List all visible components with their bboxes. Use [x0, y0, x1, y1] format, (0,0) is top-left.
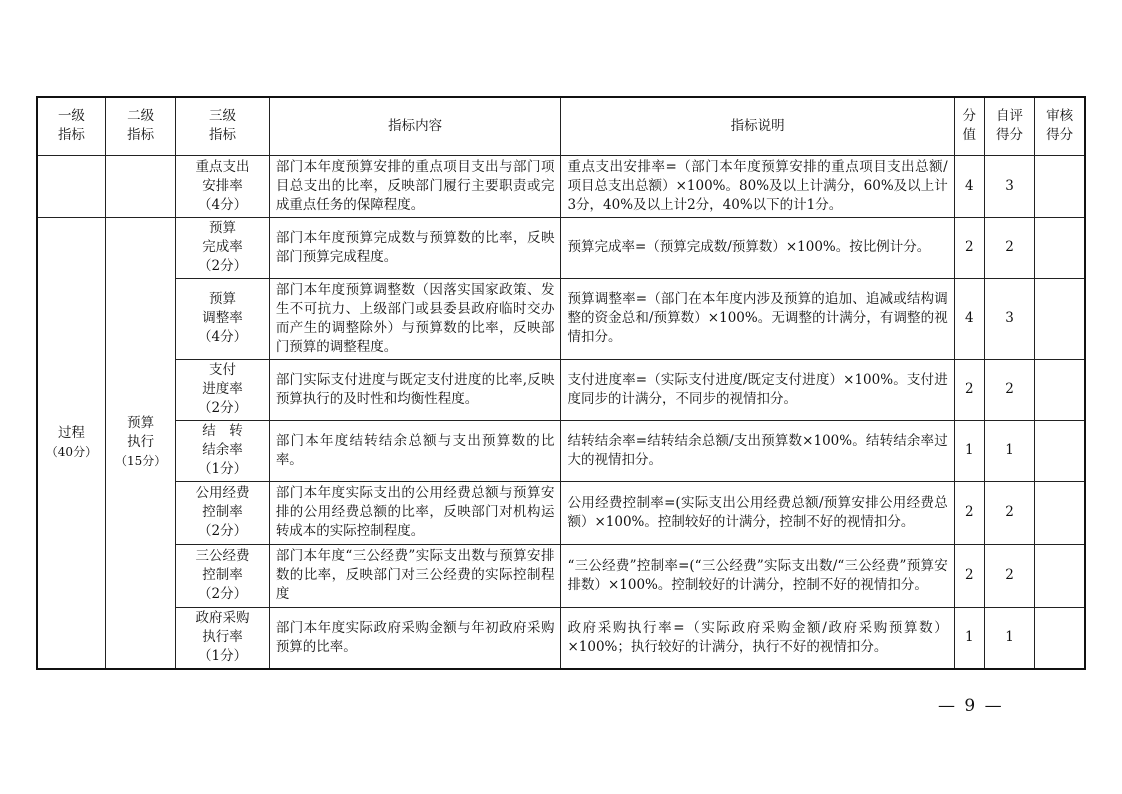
score-cell: 2: [954, 481, 984, 544]
self-score-cell: 1: [984, 420, 1034, 481]
content-cell: 部门本年度实际支出的公用经费总额与预算安排的公用经费总额的比率，反映部门对机构运转成本的实际控制程度。: [269, 481, 561, 544]
content-cell: 部门实际支付进度与既定支付进度的比率,反映预算执行的及时性和均衡性程度。: [269, 359, 561, 420]
explanation-cell: 结转结余率=结转结余总额/支出预算数×100%。结转结余率过大的视情扣分。: [561, 420, 954, 481]
score-cell: 4: [954, 278, 984, 359]
level3-cell: 结 转 结余率 （1分）: [176, 420, 270, 481]
header-level2: 二级 指标: [105, 97, 175, 155]
header-explanation: 指标说明: [561, 97, 954, 155]
indicator-table: [36, 96, 1086, 670]
score-cell: 4: [954, 155, 984, 217]
content-cell: 部门本年度结转结余总额与支出预算数的比率。: [269, 420, 561, 481]
self-score-cell: 3: [984, 155, 1034, 217]
score-cell: 2: [954, 359, 984, 420]
header-review-score: 审核 得分: [1035, 97, 1085, 155]
table-row: [37, 544, 1085, 607]
header-score: 分 值: [954, 97, 984, 155]
self-score-cell: 1: [984, 607, 1034, 669]
level3-cell: 三公经费 控制率 （2分）: [176, 544, 270, 607]
explanation-cell: 预算调整率=（部门在本年度内涉及预算的追加、追减或结构调整的资金总和/预算数）×100%。无调整的计满分，有调整的视情扣分。: [561, 278, 954, 359]
review-score-cell: [1035, 217, 1085, 278]
score-cell: 2: [954, 217, 984, 278]
explanation-cell: 公用经费控制率=(实际支出公用经费总额/预算安排公用经费总额）×100%。控制较好的计满分，控制不好的视情扣分。: [561, 481, 954, 544]
level3-cell: 预算 完成率 （2分）: [176, 217, 270, 278]
review-score-cell: [1035, 359, 1085, 420]
header-row: [37, 97, 1085, 155]
header-self-score: 自评 得分: [984, 97, 1034, 155]
level3-cell: 公用经费 控制率 （2分）: [176, 481, 270, 544]
review-score-cell: [1035, 420, 1085, 481]
self-score-cell: 2: [984, 481, 1034, 544]
level3-cell: 支付 进度率 （2分）: [176, 359, 270, 420]
level1-cell-empty: [37, 155, 105, 217]
table-row: [37, 359, 1085, 420]
self-score-cell: 2: [984, 359, 1034, 420]
table-row: [37, 607, 1085, 669]
header-content: 指标内容: [269, 97, 561, 155]
explanation-cell: 支付进度率=（实际支付进度/既定支付进度）×100%。支付进度同步的计满分，不同步的视情扣分。: [561, 359, 954, 420]
explanation-cell: “三公经费”控制率=(“三公经费”实际支出数/“三公经费”预算安排数）×100%。控制较好的计满分，控制不好的视情扣分。: [561, 544, 954, 607]
self-score-cell: 2: [984, 217, 1034, 278]
table-row: [37, 217, 1085, 278]
level1-cell: 过程 （40分）: [37, 217, 105, 669]
review-score-cell: [1035, 607, 1085, 669]
table-row: [37, 481, 1085, 544]
explanation-cell: 预算完成率=（预算完成数/预算数）×100%。按比例计分。: [561, 217, 954, 278]
explanation-cell: 重点支出安排率=（部门本年度预算安排的重点项目支出总额/项目总支出总额）×100%。80%及以上计满分，60%及以上计3分，40%及以上计2分，40%以下的计1分。: [561, 155, 954, 217]
content-cell: 部门本年度“三公经费”实际支出数与预算安排数的比率，反映部门对三公经费的实际控制程度: [269, 544, 561, 607]
content-cell: 部门本年度预算完成数与预算数的比率，反映部门预算完成程度。: [269, 217, 561, 278]
score-cell: 1: [954, 420, 984, 481]
score-cell: 1: [954, 607, 984, 669]
content-cell: 部门本年度预算调整数（因落实国家政策、发生不可抗力、上级部门或县委县政府临时交办而产生的调整除外）与预算数的比率，反映部门预算的调整程度。: [269, 278, 561, 359]
page-number: — 9 —: [938, 696, 1004, 716]
table-row: [37, 278, 1085, 359]
level3-cell: 重点支出 安排率 （4分）: [176, 155, 270, 217]
level2-cell-empty: [105, 155, 175, 217]
header-level3: 三级 指标: [176, 97, 270, 155]
review-score-cell: [1035, 278, 1085, 359]
explanation-cell: 政府采购执行率=（实际政府采购金额/政府采购预算数）×100%；执行较好的计满分，执行不好的视情扣分。: [561, 607, 954, 669]
review-score-cell: [1035, 544, 1085, 607]
content-cell: 部门本年度预算安排的重点项目支出与部门项目总支出的比率，反映部门履行主要职责或完成重点任务的保障程度。: [269, 155, 561, 217]
review-score-cell: [1035, 481, 1085, 544]
content-cell: 部门本年度实际政府采购金额与年初政府采购预算的比率。: [269, 607, 561, 669]
table-row: [37, 420, 1085, 481]
level3-cell: 政府采购 执行率 （1分）: [176, 607, 270, 669]
self-score-cell: 3: [984, 278, 1034, 359]
header-level1: 一级 指标: [37, 97, 105, 155]
review-score-cell: [1035, 155, 1085, 217]
score-cell: 2: [954, 544, 984, 607]
self-score-cell: 2: [984, 544, 1034, 607]
level3-cell: 预算 调整率 （4分）: [176, 278, 270, 359]
table-row: [37, 155, 1085, 217]
level2-cell: 预算 执行 （15分）: [105, 217, 175, 669]
